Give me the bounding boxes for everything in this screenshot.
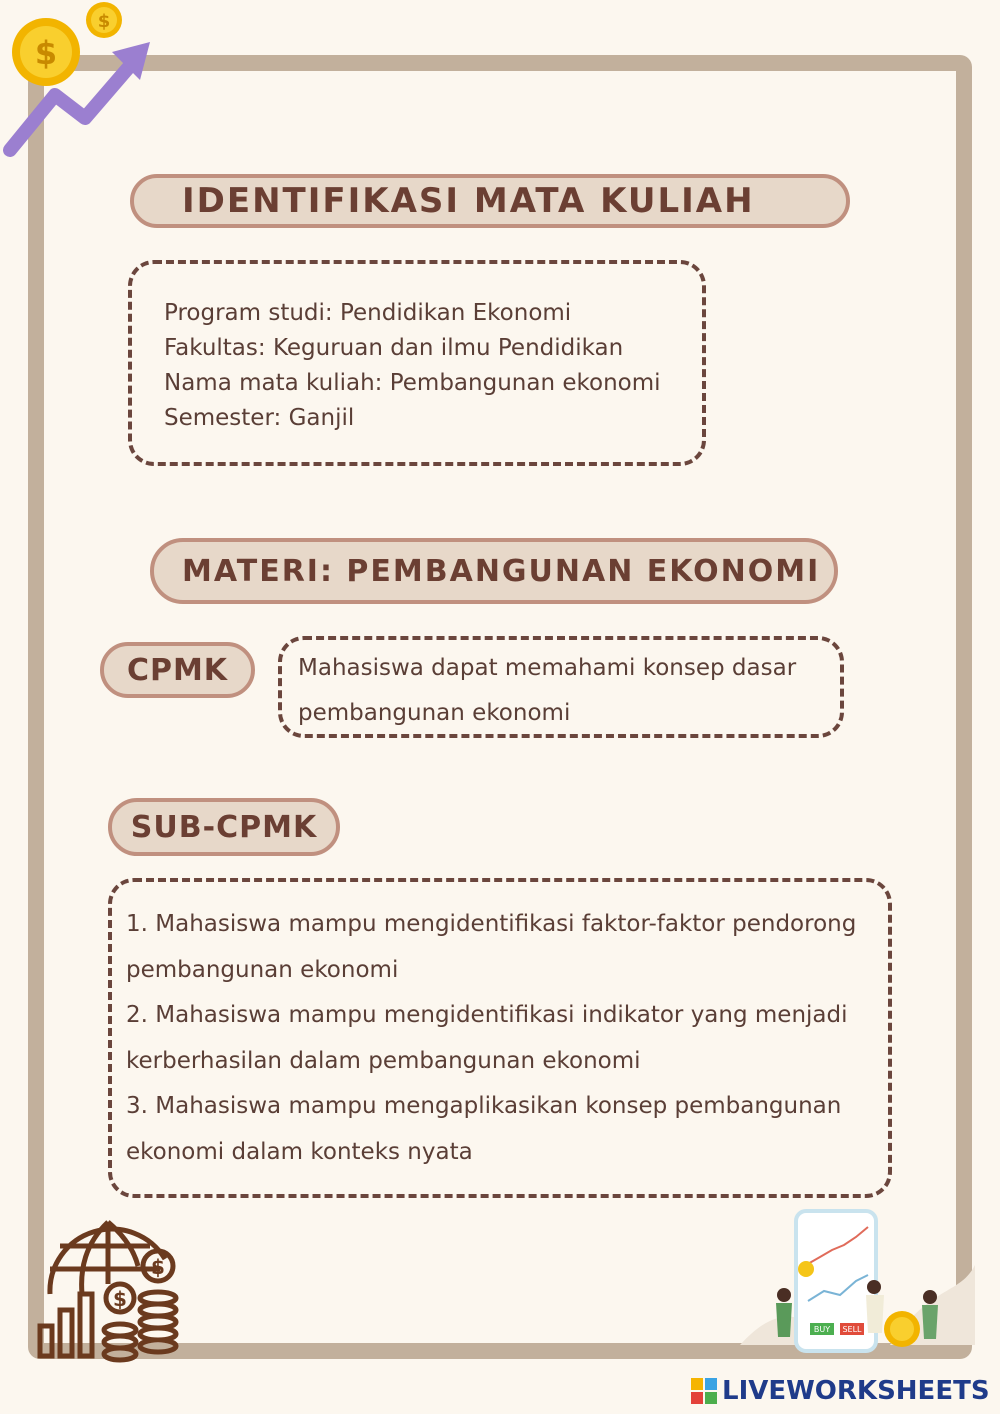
subcpmk-line: kerberhasilan dalam pembangunan ekonomi — [126, 1047, 641, 1074]
cpmk-label: CPMK — [126, 652, 229, 688]
cpmk-line: pembangunan ekonomi — [298, 700, 571, 726]
identifikasi-heading-pill — [130, 174, 850, 228]
subcpmk-box — [108, 878, 892, 1198]
subcpmk-line: ekonomi dalam konteks nyata — [126, 1138, 473, 1165]
liveworksheets-logo-icon — [690, 1377, 718, 1405]
svg-text:$: $ — [34, 34, 58, 72]
subcpmk-label: SUB-CPMK — [130, 809, 318, 845]
info-line-program: Program studi: Pendidikan Ekonomi — [164, 300, 572, 326]
svg-text:$: $ — [151, 1255, 165, 1279]
stock-trading-illustration — [740, 1205, 980, 1365]
info-line-fakultas: Fakultas: Keguruan dan ilmu Pendidikan — [164, 335, 624, 361]
identifikasi-box — [128, 260, 706, 466]
materi-heading-pill — [150, 538, 838, 604]
liveworksheets-brand: LIVEWORKSHEETS — [722, 1376, 990, 1406]
cpmk-line: Mahasiswa dapat memahami konsep dasar — [298, 655, 797, 681]
buy-label: BUY — [813, 1325, 831, 1334]
liveworksheets-watermark — [690, 1374, 990, 1408]
dollar-coin-icon — [86, 2, 122, 38]
info-line-matakuliah: Nama mata kuliah: Pembangunan ekonomi — [164, 370, 661, 396]
info-line-semester: Semester: Ganjil — [164, 405, 355, 431]
cpmk-label-pill — [100, 642, 255, 698]
globe-finance-icon — [30, 1214, 190, 1364]
subcpmk-line: 2. Mahasiswa mampu mengidentifikasi indikator yang menjadi — [126, 1002, 848, 1028]
dollar-coin-icon — [12, 18, 80, 86]
svg-text:$: $ — [97, 11, 111, 32]
subcpmk-line: pembangunan ekonomi — [126, 956, 399, 983]
growth-arrow-icon — [0, 0, 170, 170]
svg-text:$: $ — [113, 1287, 127, 1311]
subcpmk-line: 1. Mahasiswa mampu mengidentifikasi faktor-faktor pendorong — [126, 911, 857, 937]
sell-label: SELL — [842, 1325, 862, 1334]
subcpmk-line: 3. Mahasiswa mampu mengaplikasikan konsep pembangunan — [126, 1093, 842, 1119]
cpmk-box — [278, 636, 844, 738]
identifikasi-heading: IDENTIFIKASI MATA KULIAH — [182, 181, 755, 221]
subcpmk-label-pill — [108, 798, 340, 856]
materi-heading: MATERI: PEMBANGUNAN EKONOMI — [182, 553, 821, 589]
